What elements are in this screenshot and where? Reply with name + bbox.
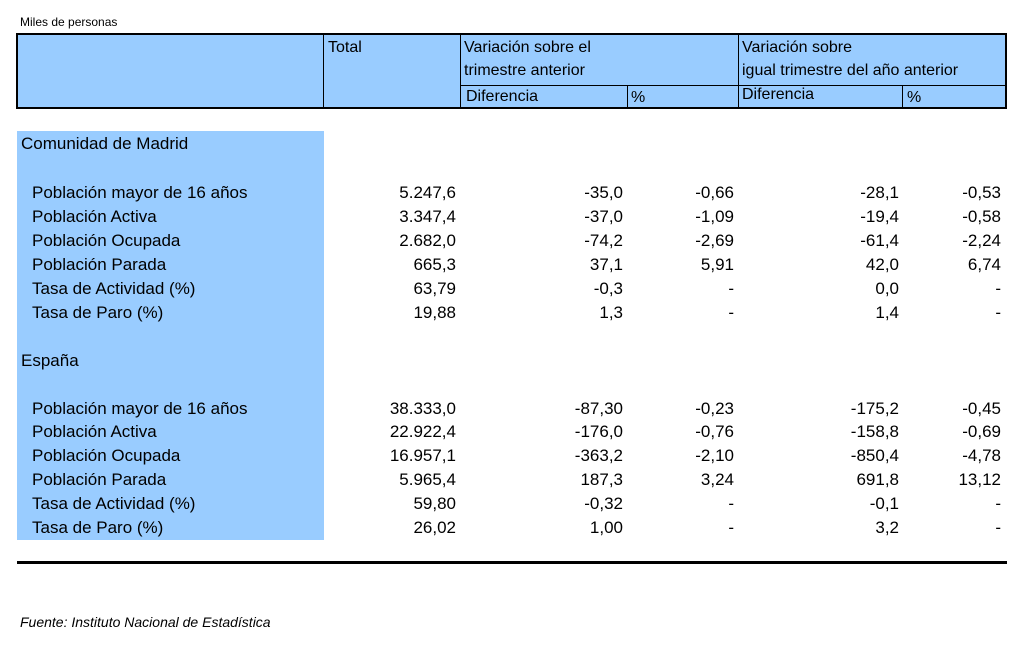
cell-total: 2.682,0 bbox=[399, 231, 456, 250]
table-row bbox=[0, 277, 1033, 301]
cell-diff-year: 0,0 bbox=[875, 279, 899, 298]
section-name: Comunidad de Madrid bbox=[21, 134, 189, 153]
cell-diff-prev: 37,1 bbox=[589, 255, 623, 274]
cell-diff-prev: -35,0 bbox=[584, 183, 623, 202]
cell-diff-year: 3,2 bbox=[875, 518, 899, 537]
header-divider bbox=[902, 85, 903, 107]
cell-total: 59,80 bbox=[413, 494, 456, 513]
cell-pct-prev: -2,10 bbox=[695, 446, 734, 465]
row-label: Población Parada bbox=[32, 255, 167, 274]
cell-diff-prev: -176,0 bbox=[574, 422, 623, 441]
units-note: Miles de personas bbox=[20, 15, 118, 29]
table-row bbox=[0, 444, 1033, 468]
cell-total: 19,88 bbox=[413, 303, 456, 322]
cell-diff-year: -158,8 bbox=[850, 422, 899, 441]
row-label: Tasa de Actividad (%) bbox=[32, 494, 196, 513]
cell-total: 38.333,0 bbox=[389, 399, 456, 418]
header-var-prev-line2: trimestre anterior bbox=[464, 62, 585, 79]
row-label: Población Activa bbox=[32, 422, 157, 441]
cell-pct-prev: -1,09 bbox=[695, 207, 734, 226]
cell-pct-year: 6,74 bbox=[967, 255, 1001, 274]
cell-total: 3.347,4 bbox=[399, 207, 456, 226]
header-total: Total bbox=[328, 39, 362, 56]
cell-total: 22.922,4 bbox=[389, 422, 456, 441]
cell-pct-prev: -0,76 bbox=[695, 422, 734, 441]
cell-diff-year: -61,4 bbox=[860, 231, 899, 250]
table-row bbox=[0, 205, 1033, 229]
cell-total: 16.957,1 bbox=[389, 446, 456, 465]
cell-pct-year: - bbox=[995, 279, 1001, 298]
header-var-year-line1: Variación sobre bbox=[742, 39, 852, 56]
header-divider bbox=[460, 35, 461, 107]
cell-pct-year: -0,45 bbox=[962, 399, 1001, 418]
source-note: Fuente: Instituto Nacional de Estadística bbox=[20, 614, 271, 630]
row-label: Tasa de Actividad (%) bbox=[32, 279, 196, 298]
cell-pct-year: -4,78 bbox=[962, 446, 1001, 465]
row-label: Población Parada bbox=[32, 470, 167, 489]
cell-pct-prev: -0,23 bbox=[695, 399, 734, 418]
header-divider bbox=[627, 85, 628, 107]
cell-pct-year: 13,12 bbox=[958, 470, 1001, 489]
cell-pct-year: - bbox=[995, 518, 1001, 537]
section-name: España bbox=[21, 351, 79, 370]
table-row bbox=[0, 181, 1033, 205]
cell-pct-prev: - bbox=[728, 279, 734, 298]
header-diff-year: Diferencia bbox=[742, 86, 815, 103]
cell-diff-year: -0,1 bbox=[869, 494, 899, 513]
row-label: Población mayor de 16 años bbox=[32, 183, 248, 202]
cell-diff-year: 1,4 bbox=[875, 303, 899, 322]
table-row bbox=[0, 253, 1033, 277]
header-divider bbox=[460, 85, 1005, 86]
row-label: Tasa de Paro (%) bbox=[32, 518, 164, 537]
row-label: Población Ocupada bbox=[32, 446, 181, 465]
cell-total: 26,02 bbox=[413, 518, 456, 537]
cell-total: 5.965,4 bbox=[399, 470, 456, 489]
header-diff-prev: Diferencia bbox=[466, 88, 539, 105]
section-heading bbox=[0, 349, 1033, 373]
cell-pct-prev: - bbox=[728, 494, 734, 513]
table-row bbox=[0, 420, 1033, 444]
row-label: Población mayor de 16 años bbox=[32, 399, 248, 418]
cell-diff-year: -19,4 bbox=[860, 207, 899, 226]
cell-diff-prev: -74,2 bbox=[584, 231, 623, 250]
cell-diff-prev: -0,32 bbox=[584, 494, 623, 513]
table-row bbox=[0, 516, 1033, 540]
cell-total: 63,79 bbox=[413, 279, 456, 298]
header-pct-prev: % bbox=[631, 89, 646, 106]
cell-pct-prev: - bbox=[728, 303, 734, 322]
cell-pct-year: -0,58 bbox=[962, 207, 1001, 226]
cell-pct-year: - bbox=[995, 494, 1001, 513]
cell-diff-prev: 187,3 bbox=[580, 470, 623, 489]
cell-pct-prev: -2,69 bbox=[695, 231, 734, 250]
cell-diff-prev: -87,30 bbox=[574, 399, 623, 418]
cell-diff-year: 691,8 bbox=[856, 470, 899, 489]
cell-pct-year: - bbox=[995, 303, 1001, 322]
cell-diff-year: -850,4 bbox=[850, 446, 899, 465]
row-label: Población Activa bbox=[32, 207, 157, 226]
cell-diff-year: -28,1 bbox=[860, 183, 899, 202]
cell-diff-year: 42,0 bbox=[865, 255, 899, 274]
cell-total: 665,3 bbox=[413, 255, 456, 274]
table-row bbox=[0, 468, 1033, 492]
cell-diff-prev: 1,3 bbox=[599, 303, 623, 322]
cell-diff-prev: 1,00 bbox=[589, 518, 623, 537]
row-label: Tasa de Paro (%) bbox=[32, 303, 164, 322]
header-pct-year: % bbox=[907, 89, 922, 106]
cell-diff-prev: -363,2 bbox=[574, 446, 623, 465]
table-row bbox=[0, 492, 1033, 516]
cell-diff-prev: -37,0 bbox=[584, 207, 623, 226]
row-label: Población Ocupada bbox=[32, 231, 181, 250]
cell-total: 5.247,6 bbox=[399, 183, 456, 202]
header-divider bbox=[738, 35, 739, 107]
header-var-year-line2: igual trimestre del año anterior bbox=[742, 62, 959, 79]
table-header bbox=[16, 33, 1007, 109]
cell-pct-year: -0,69 bbox=[962, 422, 1001, 441]
header-divider bbox=[323, 35, 324, 107]
cell-pct-year: -0,53 bbox=[962, 183, 1001, 202]
cell-pct-year: -2,24 bbox=[962, 231, 1001, 250]
table-row bbox=[0, 301, 1033, 325]
cell-diff-year: -175,2 bbox=[850, 399, 899, 418]
cell-diff-prev: -0,3 bbox=[593, 279, 623, 298]
table-row bbox=[0, 397, 1033, 421]
section-heading bbox=[0, 132, 1033, 156]
cell-pct-prev: -0,66 bbox=[695, 183, 734, 202]
cell-pct-prev: - bbox=[728, 518, 734, 537]
header-var-prev-line1: Variación sobre el bbox=[464, 39, 591, 56]
table-row bbox=[0, 229, 1033, 253]
cell-pct-prev: 3,24 bbox=[700, 470, 734, 489]
cell-pct-prev: 5,91 bbox=[700, 255, 734, 274]
table-bottom-rule bbox=[17, 561, 1007, 564]
